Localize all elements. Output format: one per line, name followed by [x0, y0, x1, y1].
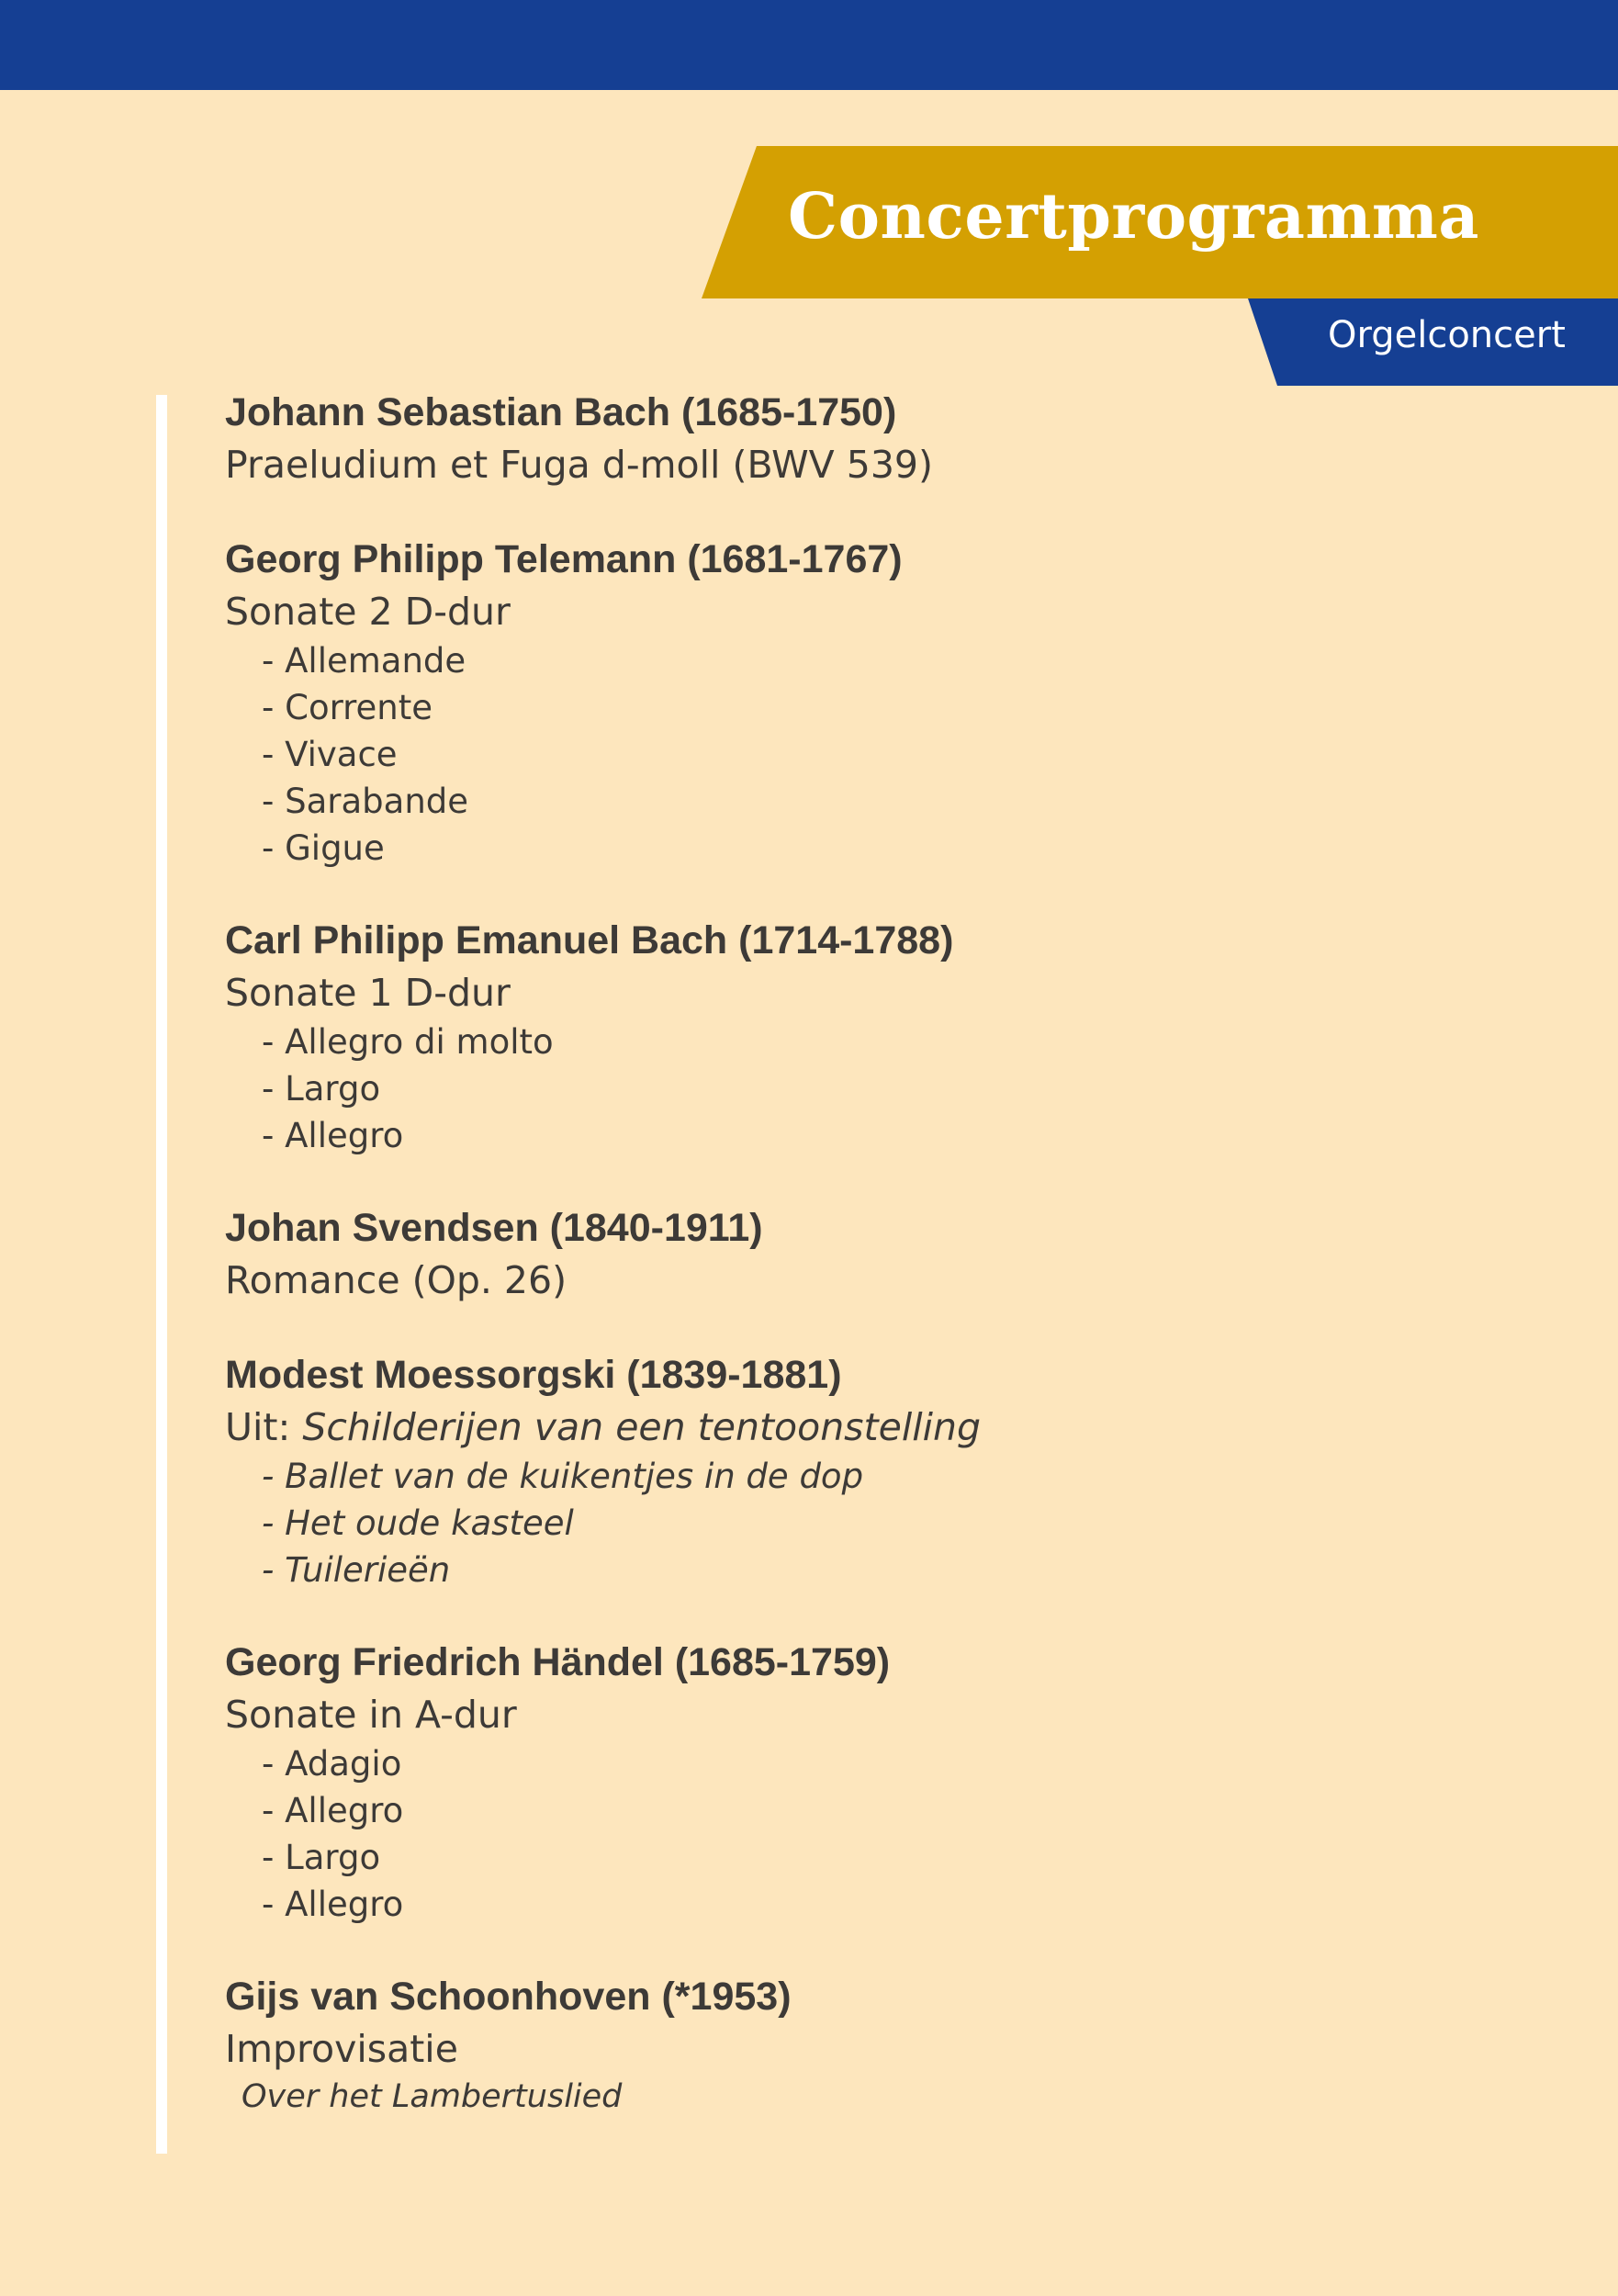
page-title: Concertprogramma: [788, 180, 1479, 253]
program-item: [225, 1348, 1511, 1593]
composer-name: Carl Philipp Emanuel Bach (1714-1788): [225, 918, 954, 962]
work-title: Sonate 1 D-dur: [225, 971, 511, 1015]
page-subtitle: Orgelconcert: [1328, 314, 1566, 356]
movement-item: - Adagio: [262, 1744, 402, 1784]
top-banner-bar: [0, 0, 1618, 90]
composer-name: Johan Svendsen (1840-1911): [225, 1206, 763, 1250]
movement-list: [225, 1453, 1511, 1593]
work-title-italic: Schilderijen van een tentoonstelling: [302, 1405, 982, 1449]
movement-item: - Gigue: [262, 828, 385, 868]
program-item: [225, 1201, 1511, 1306]
composer-name: Georg Philipp Telemann (1681-1767): [225, 537, 903, 581]
movement-item: - Corrente: [262, 688, 433, 727]
movement-item: - Tuilerieën: [262, 1550, 451, 1590]
movement-list: [225, 637, 1511, 872]
program-item: [225, 1970, 1511, 2119]
composer-name: Johann Sebastian Bach (1685-1750): [225, 390, 897, 434]
movement-list: [225, 1019, 1511, 1159]
work-title: Romance (Op. 26): [225, 1258, 567, 1302]
movement-item: - Allegro: [262, 1885, 404, 1924]
composer-name: Georg Friedrich Händel (1685-1759): [225, 1640, 891, 1684]
program-item: [225, 1636, 1511, 1928]
composer-name: Modest Moessorgski (1839-1881): [225, 1353, 842, 1397]
movement-item: - Ballet van de kuikentjes in de dop: [262, 1457, 864, 1496]
work-note: Over het Lambertuslied: [242, 2078, 623, 2115]
program-item: [225, 533, 1511, 872]
movement-item: - Allegro di molto: [262, 1022, 554, 1062]
side-divider-line: [156, 395, 167, 2154]
work-prefix: Uit:: [225, 1405, 303, 1449]
movement-item: - Allemande: [262, 641, 466, 681]
movement-item: - Allegro: [262, 1116, 404, 1155]
work-title: Improvisatie: [225, 2027, 458, 2071]
movement-item: - Het oude kasteel: [262, 1503, 574, 1543]
program-list: [225, 386, 1511, 2161]
movement-item: - Largo: [262, 1838, 381, 1877]
program-item: [225, 386, 1511, 490]
work-title: Sonate in A-dur: [225, 1693, 517, 1737]
work-title: Sonate 2 D-dur: [225, 590, 511, 634]
work-title: Praeludium et Fuga d-moll (BWV 539): [225, 443, 933, 487]
composer-name: Gijs van Schoonhoven (*1953): [225, 1975, 792, 2019]
movement-item: - Vivace: [262, 735, 398, 774]
movement-item: - Allegro: [262, 1791, 404, 1830]
program-item: [225, 914, 1511, 1159]
movement-list: [225, 1740, 1511, 1928]
work-title: [225, 1401, 1511, 1453]
movement-item: - Largo: [262, 1069, 381, 1109]
movement-item: - Sarabande: [262, 782, 469, 821]
